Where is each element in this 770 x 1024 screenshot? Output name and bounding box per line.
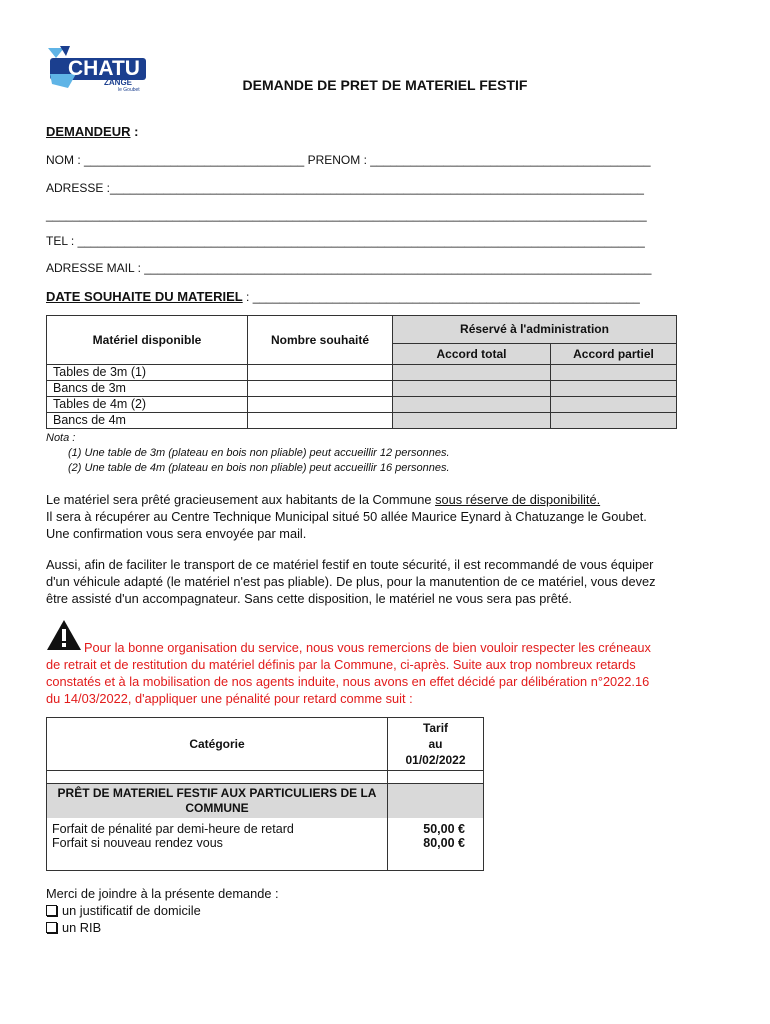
joindre-item[interactable]: [46, 919, 726, 936]
section-header: PRÊT DE MATERIEL FESTIF AUX PARTICULIERS DE LA COMMUNE: [47, 784, 388, 819]
warning-line3: constatés et à la mobilisation de nos agents induite, nous avons en effet décidé par délibération n°2022.16: [46, 674, 650, 689]
tarif-table: [46, 717, 484, 871]
table-row: [47, 836, 484, 850]
warning-line4: du 14/03/2022, d'appliquer une pénalité pour retard comme suit :: [46, 691, 413, 706]
date-input-line[interactable]: : __________________________________________________________: [242, 290, 640, 304]
accord-partiel-cell: [551, 397, 677, 413]
warning-line2: de retrait et de restitution du matériel définis par la Commune, ci-après. Suite aux trop nombreux retards: [46, 657, 636, 672]
spacer-cell: [47, 771, 388, 784]
para1-line2: Il sera à récupérer au Centre Technique Municipal situé 50 allée Maurice Eynard à Chatuzange le Goubet.: [46, 509, 647, 524]
row-label: Tables de 4m (2): [47, 397, 248, 413]
warning-line1: Pour la bonne organisation du service, nous vous remercions de bien vouloir respecter les créneaux: [84, 640, 651, 655]
adresse-field[interactable]: ADRESSE :________________________________________________________________________________: [46, 181, 644, 195]
nombre-cell[interactable]: [248, 365, 393, 381]
nombre-cell[interactable]: [248, 413, 393, 429]
para1-line1-underlined: sous réserve de disponibilité.: [435, 492, 601, 507]
accord-partiel-cell: [551, 381, 677, 397]
nota-item: (2) Une table de 4m (plateau en bois non pliable) peut accueillir 16 personnes.: [68, 462, 450, 474]
nombre-cell[interactable]: [248, 397, 393, 413]
date-label: DATE SOUHAITE DU MATERIEL: [46, 289, 243, 304]
col-header-nombre: Nombre souhaité: [248, 316, 393, 365]
table-row: [47, 413, 677, 429]
spacer-cell: [47, 850, 388, 871]
row-price: 80,00 €: [388, 836, 484, 850]
checkbox-icon[interactable]: [46, 905, 57, 916]
para1-line1: Le matériel sera prêté gracieusement aux habitants de la Commune: [46, 492, 436, 507]
joindre-item[interactable]: [46, 902, 726, 919]
para2-line3: être assisté d'un accompagnateur. Sans cette disposition, le matériel ne vous sera pas prêté.: [46, 591, 572, 606]
col-header-tarif: [388, 718, 484, 771]
row-label: Forfait de pénalité par demi-heure de retard: [47, 818, 388, 836]
spacer-cell: [388, 850, 484, 871]
para1-line3: Une confirmation vous sera envoyée par mail.: [46, 526, 307, 541]
row-label: Forfait si nouveau rendez vous: [47, 836, 388, 850]
accord-total-cell: [393, 397, 551, 413]
joindre-intro: Merci de joindre à la présente demande :: [46, 886, 279, 901]
col-header-accord-partiel: Accord partiel: [551, 343, 677, 364]
table-row: [47, 397, 677, 413]
row-price: 50,00 €: [388, 818, 484, 836]
logo-text-main: CHATU: [68, 57, 140, 80]
para2-line1: Aussi, afin de faciliter le transport de ce matériel festif en toute sécurité, il est recommandé de vous équiper: [46, 557, 654, 572]
col-header-materiel: Matériel disponible: [47, 316, 248, 365]
paragraph-disponibilite: [46, 491, 726, 542]
materiel-table: [46, 315, 677, 429]
tarif-line2: au: [428, 737, 443, 751]
joindre-item-label: un justificatif de domicile: [62, 903, 201, 918]
para2-line2: d'un véhicule adapté (le matériel n'est pas pliable). De plus, pour la manutention de ce matériel, vous devez: [46, 574, 656, 589]
nota-label: Nota :: [46, 432, 76, 444]
joindre-section: [46, 885, 726, 936]
demandeur-heading-colon: :: [130, 124, 139, 139]
nota-item: (1) Une table de 3m (plateau en bois non pliable) peut accueillir 12 personnes.: [68, 447, 450, 459]
nom-prenom-field[interactable]: NOM : _________________________________ PRENOM : __________________________________________: [46, 153, 651, 167]
accord-total-cell: [393, 381, 551, 397]
joindre-item-label: un RIB: [62, 920, 102, 935]
nombre-cell[interactable]: [248, 381, 393, 397]
col-header-categorie: Catégorie: [47, 718, 388, 771]
accord-total-cell: [393, 413, 551, 429]
tarif-line1: Tarif: [422, 721, 449, 735]
nota: [46, 431, 450, 476]
accord-total-cell: [393, 365, 551, 381]
checkbox-icon[interactable]: [46, 922, 57, 933]
accord-partiel-cell: [551, 413, 677, 429]
demandeur-heading: [46, 124, 138, 139]
adresse-field-line2[interactable]: __________________________________________________________________________________________: [46, 208, 647, 222]
row-label: Bancs de 4m: [47, 413, 248, 429]
col-header-admin: Réservé à l'administration: [393, 316, 677, 344]
row-label: Bancs de 3m: [47, 381, 248, 397]
paragraph-transport: [46, 556, 726, 607]
demandeur-heading-text: DEMANDEUR: [46, 124, 131, 139]
table-row: [47, 365, 677, 381]
table-row: [47, 818, 484, 836]
col-header-accord-total: Accord total: [393, 343, 551, 364]
spacer-cell: [388, 771, 484, 784]
accord-partiel-cell: [551, 365, 677, 381]
page-title: DEMANDE DE PRET DE MATERIEL FESTIF: [242, 77, 528, 93]
table-row: [47, 381, 677, 397]
logo-text-sub: ZANGE: [104, 78, 132, 87]
logo-text-small: le Goubet: [118, 87, 140, 93]
mail-field[interactable]: ADRESSE MAIL : ____________________________________________________________________________: [46, 261, 652, 275]
section-header-price: [388, 784, 484, 819]
date-field[interactable]: [46, 289, 640, 304]
warning-text: [46, 639, 736, 707]
row-label: Tables de 3m (1): [47, 365, 248, 381]
tarif-line3: 01/02/2022: [405, 753, 466, 767]
tel-field[interactable]: TEL : _____________________________________________________________________________________: [46, 234, 645, 248]
